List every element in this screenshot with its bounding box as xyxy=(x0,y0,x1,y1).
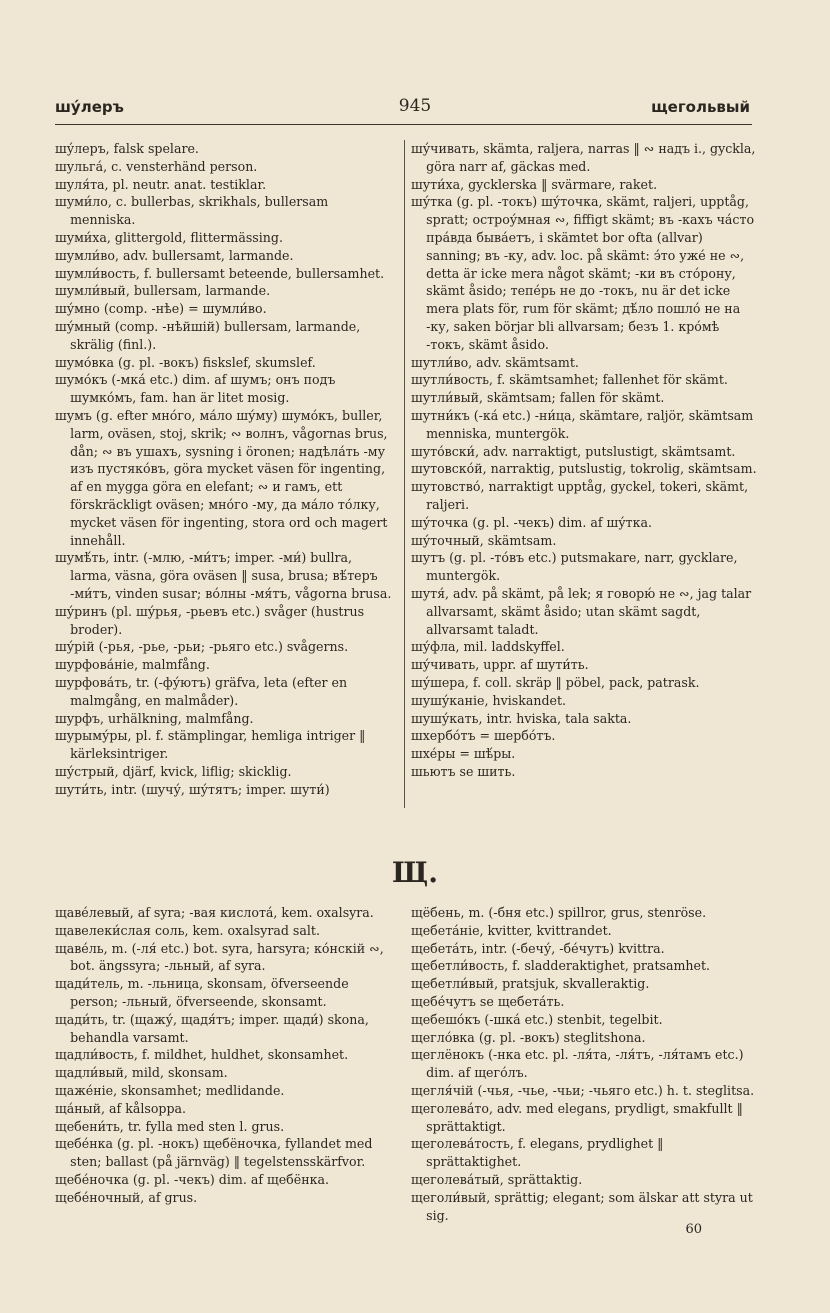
section-letter-heading: Щ. xyxy=(392,856,438,889)
entry: шути́ть, intr. (шучу́, шу́тятъ; imper. шути́) xyxy=(55,781,330,797)
entry: шуто́вски́, adv. narraktigt, putslustigt, skämtsamt. xyxy=(411,443,736,459)
entry: шу́мный (comp. -нѣйшій) bullersam, larmande, skrälig (finl.). xyxy=(55,318,361,352)
entry: щаже́ніе, skonsamhet; medlidande. xyxy=(55,1082,285,1098)
entry: щеголева́тый, sprättaktig. xyxy=(411,1171,583,1187)
entry: щёбень, m. (-бня etc.) spillror, grus, stenröse. xyxy=(411,905,707,920)
entry: шульга́, c. vensterhänd person. xyxy=(55,158,258,174)
entry: шутли́вость, f. skämtsamhet; fallenhet för skämt. xyxy=(411,372,728,388)
entry: щегля́чій (-чья, -чье, -чьи; -чьяго etc.) h. t. steglitsa. xyxy=(411,1082,755,1098)
entry: щебени́ть, tr. fylla med sten l. grus. xyxy=(55,1118,285,1134)
entry: щеголева́то, adv. med elegans, prydligt, smakfullt ‖ sprättaktigt. xyxy=(411,1100,743,1134)
entry: шумѣ́ть, intr. (-млю, -ми́тъ; imper. -ми́) bullra, larma, väsna, göra oväsen ‖ susa, brusa; вѣ́теръ -ми́тъ, vinden susar; во́лны -мя́тъ, vågorna brusa. xyxy=(55,550,392,601)
entry: щади́тель, m. -льница, skonsam, öfverseende person; -льный, öfverseende, skonsamt. xyxy=(55,976,349,1009)
entry: шутовско́й, narraktig, putslustig, tokrolig, skämtsam. xyxy=(411,461,757,477)
entry: шу́мно (comp. -нѣе) = шумли́во. xyxy=(55,301,267,317)
entry: щебетли́вость, f. sladderaktighet, pratsamhet. xyxy=(411,958,711,974)
header-page-number: 945 xyxy=(398,96,432,116)
entry: шуми́ха, glittergold, flittermässing. xyxy=(55,229,283,245)
entry: щебе́чутъ se щебета́ть. xyxy=(411,993,565,1009)
entry: шу́рій (-рья, -рье, -рьи; -рьяго etc.) svågerns. xyxy=(55,639,349,655)
entry: шутни́къ (-ка́ etc.) -ни́ца, skämtare, raljör, skämtsam menniska, muntergök. xyxy=(411,407,754,441)
entry: шутовство́, narraktigt upptåg, gyckel, tokeri, skämt, raljeri. xyxy=(411,479,749,512)
entry: щебетли́вый, pratsjuk, skvalleraktig. xyxy=(411,976,650,992)
entry: шутли́вый, skämtsam; fallen för skämt. xyxy=(411,390,665,406)
entry: шу́шера, f. coll. skräp ‖ pöbel, pack, patrask. xyxy=(411,674,700,690)
entry: шумъ (g. efter мно́го, ма́ло шу́му) шумо́къ, buller, larm, oväsen, stoj, skrik; ∾ волнъ, vågornas brus, dån; ∾ въ ушахъ, sysning i öronen; надѣла́ть -му изъ пустяко́въ, göra mycket väsen för ingenting, af en mygga göra en elefant; ∾ и гамъ, ett förskräckligt oväsen; мно́го -му, да ма́ло то́лку, mycket väsen för ingenting, stora ord och magert innehåll. xyxy=(55,407,388,548)
entry: щади́ть, tr. (щажу́, щадя́тъ; imper. щади́) skona, behandla varsamt. xyxy=(55,1011,369,1045)
entry: шу́точный, skämtsam. xyxy=(411,532,557,548)
entry: шути́ха, gycklerska ‖ svärmare, raket. xyxy=(411,176,658,192)
entry: шутя́, adv. på skämt, på lek; я говорю́ не ∾, jag talar allvarsamt, skämt åsido; utan skämt sagdt, allvarsamt taladt. xyxy=(411,585,752,637)
header-rule xyxy=(55,124,752,125)
entry: шутъ (g. pl. -то́въ etc.) putsmakare, narr, gycklare, muntergök. xyxy=(411,550,738,584)
entry: шумли́вость, f. bullersamt beteende, bullersamhet. xyxy=(55,265,385,281)
entry: щаве́левый, af syra; -вая кислота́, kem. oxalsyra. xyxy=(55,905,374,920)
entry: шутли́во, adv. skämtsamt. xyxy=(411,354,579,370)
entry: шуми́ло, c. bullerbas, skrikhals, bullersam menniska. xyxy=(55,194,329,228)
entry: шуля́та, pl. neutr. anat. testiklar. xyxy=(55,176,267,192)
entry: шу́тка (g. pl. -токъ) шу́точка, skämt, raljeri, upptåg, spratt; остроу́мная ∾, fiffigt skämt; въ -кахъ ча́сто пра́вда быва́етъ, i skämtet bor ofta (allvar) sanning; въ -ку, adv. loc. på skämt: э́то уже́ не ∾, detta är icke mera något skämt; -ки въ сто́рону, skämt åsido; тепе́рь не до -токъ, nu är det icke mera plats för, rum för skämt; дѣ́ло пошло́ не на -ку, saken börjar bli allvarsam; безъ 1. кро́мѣ -токъ, skämt åsido. xyxy=(411,194,755,352)
entry: щадли́вость, f. mildhet, huldhet, skonsamhet. xyxy=(55,1047,349,1063)
entry: ща́ный, af kålsoppa. xyxy=(55,1100,187,1116)
entry: шу́стрый, djärf, kvick, liflig; skicklig. xyxy=(55,763,292,779)
entry: шурфова́ніе, malmfång. xyxy=(55,657,210,673)
header-left-guideword: шу́леръ xyxy=(55,98,124,116)
entry: шумо́вка (g. pl. -вокъ) fiskslef, skumslef. xyxy=(55,354,316,370)
entry: шу́точка (g. pl. -чекъ) dim. af шу́тка. xyxy=(411,514,652,530)
entry: шурфова́ть, tr. (-фу́ютъ) gräfva, leta (efter en malmgång, en malmåder). xyxy=(55,674,348,708)
entry: щебета́ніе, kvitter, kvittrandet. xyxy=(411,922,612,938)
entry: шушу́кать, intr. hviska, tala sakta. xyxy=(411,710,632,726)
entry: щеглёнокъ (-нка etc. pl. -ля́та, -ля́тъ, -ля́тамъ etc.) dim. af щего́лъ. xyxy=(411,1047,744,1081)
entry: шурыму́ры, pl. f. stämplingar, hemliga intriger ‖ kärleksintriger. xyxy=(55,728,366,762)
signature-number: 60 xyxy=(685,1222,702,1237)
entry: шу́фла, mil. laddskyffel. xyxy=(411,639,565,655)
entry: шу́чивать, uppr. af шути́ть. xyxy=(411,657,589,673)
entry: шхе́ры = шѣ́ры. xyxy=(411,746,516,762)
upper-right-column xyxy=(411,140,758,781)
entry: шу́чивать, skämta, raljera, narras ‖ ∾ надъ i., gyckla, göra narr af, gäckas med. xyxy=(411,141,756,174)
entry: шу́ринъ (pl. шу́рья, -рьевъ etc.) svåger (hustrus broder). xyxy=(55,603,365,637)
lower-right-column xyxy=(411,904,758,1224)
entry: щебе́ночный, af grus. xyxy=(55,1189,198,1205)
entry: шу́леръ, falsk spelare. xyxy=(55,141,199,156)
lower-left-column xyxy=(55,904,397,1207)
entry: щебешо́къ (-шка́ etc.) stenbit, tegelbit. xyxy=(411,1011,663,1027)
entry: щегло́вка (g. pl. -вокъ) steglitshona. xyxy=(411,1029,646,1045)
entry: шьютъ se шить. xyxy=(411,763,516,779)
upper-left-column xyxy=(55,140,397,798)
entry: щеголева́тость, f. elegans, prydlighet ‖ sprättaktighet. xyxy=(411,1136,664,1170)
entry: шумли́во, adv. bullersamt, larmande. xyxy=(55,247,294,263)
entry: щебе́ночка (g. pl. -чекъ) dim. af щебёнка. xyxy=(55,1171,329,1187)
entry: шумли́вый, bullersam, larmande. xyxy=(55,283,271,299)
entry: щеголи́вый, sprättig; elegant; som älskar att styra ut sig. xyxy=(411,1189,753,1223)
entry: шумо́къ (-мка́ etc.) dim. af шумъ; онъ подъ шумко́мъ, fam. han är litet mosig. xyxy=(55,372,336,406)
entry: щебета́ть, intr. (-бечу́, -бе́чутъ) kvittra. xyxy=(411,940,665,956)
entry: щавелеки́слая соль, kem. oxalsyrad salt. xyxy=(55,922,320,938)
column-divider xyxy=(404,140,405,808)
header-right-guideword: щегольвый xyxy=(651,98,750,116)
entry: шхербо́тъ = шербо́тъ. xyxy=(411,728,556,744)
entry: щаве́ль, m. (-ля́ etc.) bot. syra, harsyra; ко́нскій ∾, bot. ängssyra; -льный, af syra. xyxy=(55,940,384,974)
entry: щебе́нка (g. pl. -нокъ) щебёночка, fyllandet med sten; ballast (på järnväg) ‖ tegelstensskärfvor. xyxy=(55,1136,373,1170)
entry: шурфъ, urhälkning, malmfång. xyxy=(55,710,254,726)
entry: щадли́вый, mild, skonsam. xyxy=(55,1065,228,1081)
entry: шушу́каніе, hviskandet. xyxy=(411,692,567,708)
